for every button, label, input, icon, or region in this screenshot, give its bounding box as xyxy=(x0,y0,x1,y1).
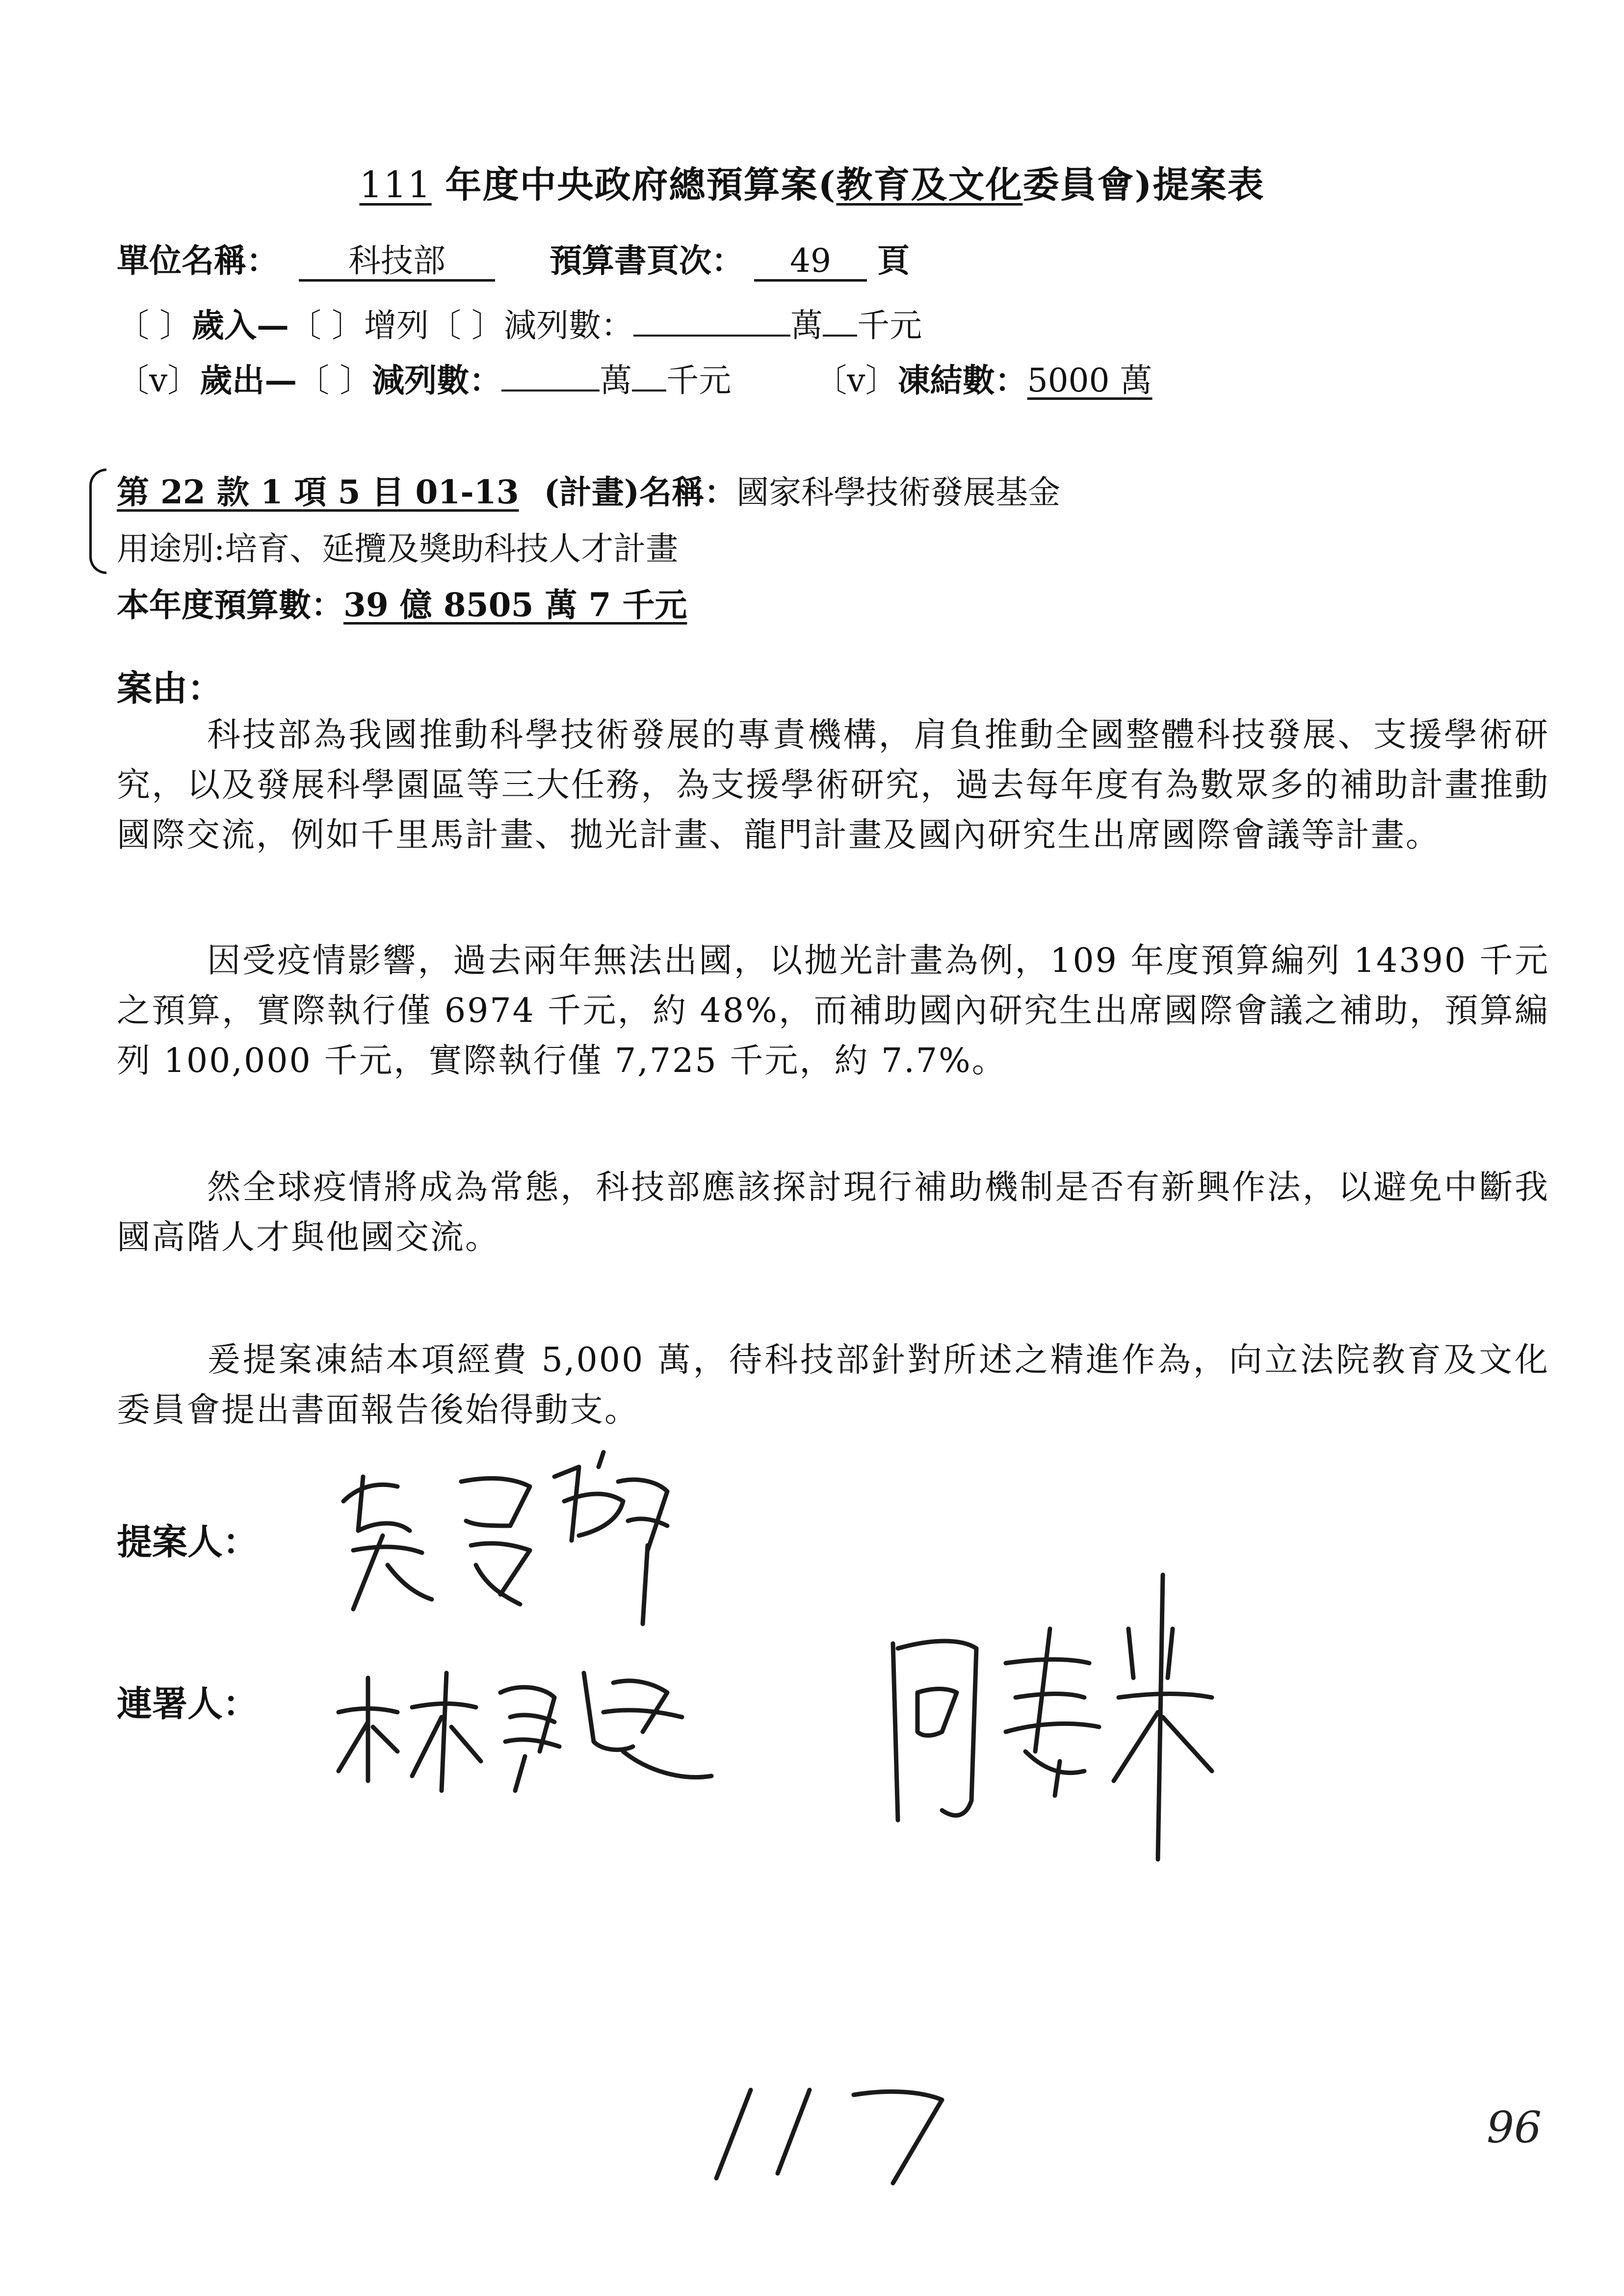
title-committee: 教育及文化 xyxy=(836,164,1023,206)
budget-label: 本年度預算數： xyxy=(117,586,343,624)
reason-paragraph-4: 爰提案凍結本項經費 5,000 萬，待科技部針對所述之精進作為，向立法院教育及文化委員會提出書面報告後始得動支。 xyxy=(117,1341,1549,1430)
revenue-label: 歲入— xyxy=(191,306,289,344)
reason-heading: 案由： xyxy=(117,667,223,709)
revenue-wan-unit: 萬 xyxy=(790,307,823,344)
revenue-line xyxy=(117,299,922,346)
unit-line xyxy=(117,235,910,282)
proposer-signature xyxy=(324,1447,707,1634)
revenue-wan-blank xyxy=(633,302,790,337)
expenditure-checkbox: 〔v〕 xyxy=(117,362,200,399)
page-ref-value: 49 xyxy=(754,243,867,282)
reason-paragraph-2: 因受疫情影響，過去兩年無法出國，以拋光計畫為例，109 年度預算編列 14390 千元之預算，實際執行僅 6974 千元，約 48%，而補助國內研究生出席國際會議之補助，預算編列 100,000 千元，實際執行僅 7,725 千元，約 7.7%。 xyxy=(117,941,1549,1080)
cosigner-label: 連署人： xyxy=(117,1683,259,1724)
project-bracket xyxy=(89,469,106,574)
expenditure-decrease-checkbox: 〔 〕 xyxy=(297,362,372,399)
expenditure-label: 歲出— xyxy=(200,361,297,399)
handwritten-number xyxy=(697,2075,962,2193)
revenue-decrease-checkbox: 〔 〕 xyxy=(428,307,504,344)
expenditure-qian-blank xyxy=(632,357,666,391)
page-ref-unit: 頁 xyxy=(877,241,910,280)
page-number: 96 xyxy=(1487,2102,1542,2153)
cosigner-signature-2 xyxy=(878,1565,1222,1869)
proposer-label: 提案人： xyxy=(117,1521,259,1563)
increase-label: 增列 xyxy=(364,307,429,344)
revenue-qian-unit: 千元 xyxy=(857,307,922,344)
title-year: 111 xyxy=(359,164,432,206)
title-post: 委員會)提案表 xyxy=(1022,164,1265,206)
revenue-checkbox: 〔 〕 xyxy=(117,307,192,344)
title-pre: 年度中央政府總預算案( xyxy=(445,164,837,206)
revenue-qian-blank xyxy=(823,302,857,337)
cosigner-signature-1 xyxy=(329,1653,721,1810)
expenditure-line xyxy=(117,354,1153,401)
budget-value: 39 億 8505 萬 7 千元 xyxy=(343,586,687,624)
freeze-checkbox: 〔v〕 xyxy=(814,362,898,399)
reason-paragraph-1: 科技部為我國推動科學技術發展的專責機構，肩負推動全國整體科技發展、支援學術研究，以及發展科學園區等三大任務，為支援學術研究，過去每年度有為數眾多的補助計畫推動國際交流，例如千里馬計畫、拋光計畫、龍門計畫及國內研究生出席國際會議等計畫。 xyxy=(117,716,1549,855)
project-line xyxy=(117,466,1060,513)
expenditure-wan-blank xyxy=(501,357,600,391)
unit-label: 單位名稱： xyxy=(117,241,279,280)
revenue-decrease-label: 減列數： xyxy=(503,307,633,344)
unit-value: 科技部 xyxy=(299,243,495,282)
expenditure-decrease-label: 減列數： xyxy=(372,361,502,399)
expenditure-wan-unit: 萬 xyxy=(600,362,632,399)
form-title xyxy=(0,156,1624,208)
expenditure-qian-unit: 千元 xyxy=(666,362,732,399)
project-item-code: 第 22 款 1 項 5 目 01-13 xyxy=(117,473,519,511)
project-name: 國家科學技術發展基金 xyxy=(736,473,1061,511)
increase-checkbox: 〔 〕 xyxy=(288,307,364,344)
page-ref-label: 預算書頁次： xyxy=(549,241,744,280)
budget-line xyxy=(117,579,687,626)
reason-paragraph-3: 然全球疫情將成為常態，科技部應該探討現行補助機制是否有新興作法，以避免中斷我國高階人才與他國交流。 xyxy=(117,1168,1549,1257)
purpose-line: 用途別:培育、延攬及獎助科技人才計畫 xyxy=(117,530,679,568)
freeze-value: 5000 萬 xyxy=(1027,362,1153,399)
freeze-label: 凍結數： xyxy=(897,361,1027,399)
project-name-label: (計畫)名稱： xyxy=(544,473,737,511)
